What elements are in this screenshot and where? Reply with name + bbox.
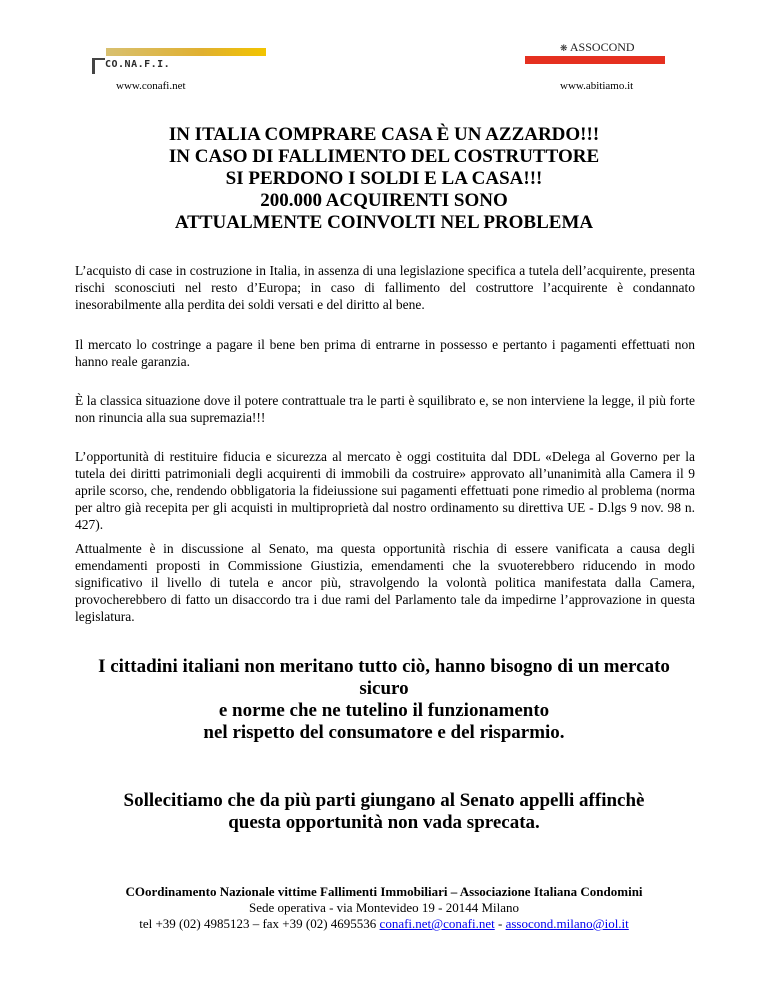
conafi-logo-text: CO.NA.F.I. (105, 59, 171, 70)
title-line: IN ITALIA COMPRARE CASA È UN AZZARDO!!! (168, 124, 600, 145)
footer-contacts (0, 916, 768, 932)
logo-mark-icon (92, 58, 105, 74)
statement-line: nel rispetto del consumatore e del risparmio. (203, 722, 565, 743)
assocond-mark-icon: ❋ (560, 43, 568, 53)
title-line: IN CASO DI FALLIMENTO DEL COSTRUTTORE (168, 146, 600, 167)
paragraph: È la classica situazione dove il potere contrattuale tra le parti è squilibrato e, se non interviene la legge, il più forte non rinuncia alla sua supremazia!!! (75, 393, 695, 425)
statement (0, 656, 768, 744)
conafi-logo (78, 46, 268, 78)
logo-red-bar (525, 56, 665, 64)
statement-line: e norme che ne tutelino il funzionamento (218, 700, 550, 721)
paragraph: L’acquisto di case in costruzione in Italia, in assenza di una legislazione specifica a tutela dell’acquirente, presenta rischi sconosciuti nel resto d’Europa; in caso di fallimento del costruttore l’acquirente è condannato inesorabilmente alla perdita dei soldi versati e del diritto al bene. (75, 263, 695, 312)
assocond-logo (500, 38, 670, 66)
appeal-line: Sollecitiamo che da più parti giungano al Senato appelli affinchè (123, 790, 645, 811)
title-line: ATTUALMENTE COINVOLTI NEL PROBLEMA (174, 212, 594, 233)
assocond-logo-text: ❋ ASSOCOND (560, 40, 635, 54)
logo-stripe (106, 48, 266, 56)
conafi-email-link[interactable]: conafi.net@conafi.net (379, 916, 495, 931)
assocond-email-link[interactable]: assocond.milano@iol.it (505, 916, 629, 931)
footer-separator: - (494, 916, 506, 931)
footer (0, 884, 768, 932)
footer-phone-fax: tel +39 (02) 4985123 – fax +39 (02) 4695536 (139, 916, 380, 931)
title-line: SI PERDONO I SOLDI E LA CASA!!! (225, 168, 543, 189)
footer-address: Sede operativa - via Montevideo 19 - 20144 Milano (248, 900, 520, 915)
abitiamo-url[interactable]: www.abitiamo.it (560, 80, 634, 92)
title-line: 200.000 ACQUIRENTI SONO (260, 190, 508, 211)
page-title (0, 124, 768, 234)
appeal (0, 790, 768, 834)
paragraph: Il mercato lo costringe a pagare il bene ben prima di entrarne in possesso e pertanto i pagamenti effettuati non hanno reale garanzia. (75, 337, 695, 369)
appeal-line: questa opportunità non vada sprecata. (228, 812, 540, 833)
paragraph: Attualmente è in discussione al Senato, ma questa opportunità rischia di essere vanificata a causa degli emendamenti proposti in Commissione Giustizia, emendamenti che la svuoterebbero riducendo in modo significativo il livello di tutela e ancor più, stravolgendo la volontà politica manifestata dalla Camera, provocherebbero di fatto un disaccordo tra i due rami del Parlamento tale da impedirne l’approvazione in questa legislatura. (75, 541, 695, 624)
footer-organizations: COordinamento Nazionale vittime Fallimenti Immobiliari – Associazione Italiana Condomini (125, 884, 643, 899)
statement-line: I cittadini italiani non meritano tutto ciò, hanno bisogno di un mercato (98, 656, 670, 677)
conafi-url[interactable]: www.conafi.net (116, 80, 186, 92)
paragraph: L’opportunità di restituire fiducia e sicurezza al mercato è oggi costituita dal DDL «Delega al Governo per la tutela dei diritti patrimoniali degli acquirenti di immobili da costruire» approvato all’unanimità alla Camera il 9 aprile scorso, che, rendendo obbligatoria la fideiussione sui pagamenti effettuati pone rimedio al problema (norma per altro già recepita per gli acquisti in multiproprietà dal nostro ordinamento su direttiva UE - D.lgs 9 nov. 98 n. 427). (75, 449, 695, 532)
statement-line: sicuro (359, 678, 409, 699)
